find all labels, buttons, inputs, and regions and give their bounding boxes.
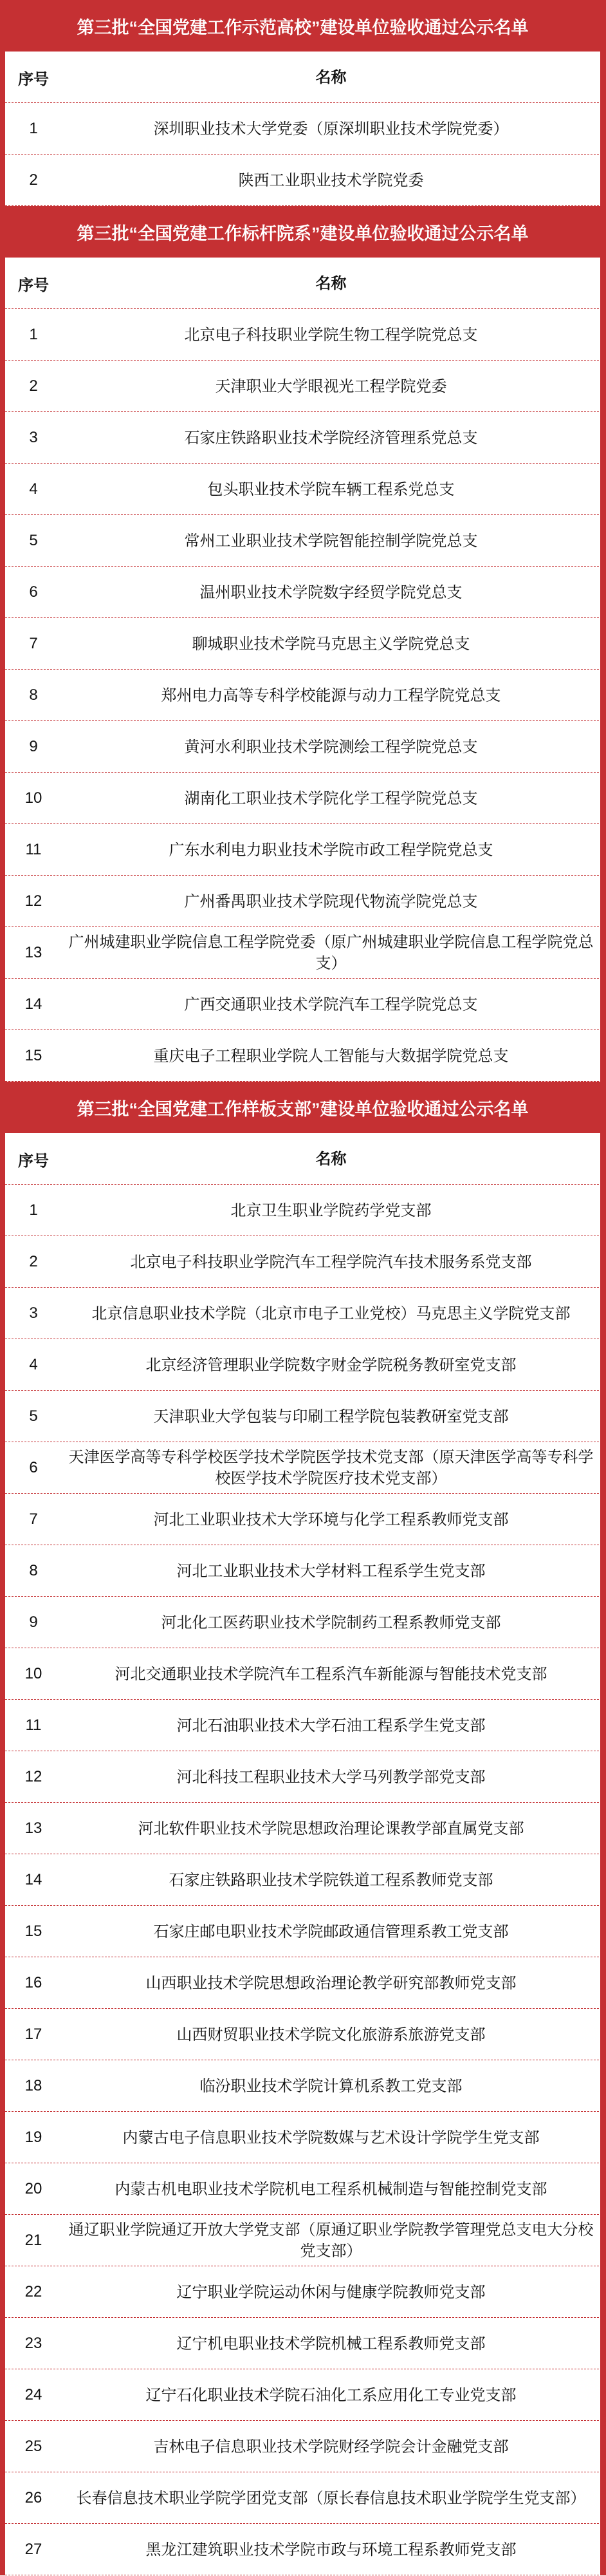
column-header-number: 序号 — [18, 1152, 49, 1170]
row-name: 黑龙江建筑职业技术学院市政与环境工程系教师党支部 — [145, 2541, 517, 2559]
section-model-universities — [5, 0, 600, 206]
table-row — [5, 1545, 600, 1597]
table-row — [5, 2369, 600, 2421]
row-number: 24 — [24, 2386, 42, 2403]
row-number: 17 — [24, 2026, 42, 2043]
table-row — [5, 2009, 600, 2060]
row-number: 4 — [29, 480, 38, 498]
row-name: 石家庄铁路职业技术学院铁道工程系教师党支部 — [169, 1871, 493, 1889]
row-name: 天津职业大学包装与印刷工程学院包装教研室党支部 — [153, 1407, 509, 1425]
row-number: 5 — [29, 1407, 38, 1425]
table-row — [5, 2215, 600, 2266]
row-name: 常州工业职业技术学院智能控制学院党总支 — [184, 532, 478, 550]
row-name: 辽宁石化职业技术学院石油化工系应用化工专业党支部 — [145, 2386, 517, 2404]
table-header-row — [5, 258, 600, 309]
table-row — [5, 1339, 600, 1391]
row-name: 河北软件职业技术学院思想政治理论课教学部直属党支部 — [138, 1819, 524, 1838]
table-row — [5, 670, 600, 721]
section-title-band — [5, 1082, 600, 1133]
table-row — [5, 1236, 600, 1288]
table-row — [5, 1700, 600, 1751]
row-number: 5 — [29, 532, 38, 549]
row-name: 广东水利电力职业技术学院市政工程学院党总支 — [169, 841, 493, 859]
row-number: 12 — [24, 892, 42, 910]
row-name: 深圳职业技术大学党委（原深圳职业技术学院党委） — [153, 120, 509, 138]
table-row — [5, 2524, 600, 2575]
row-name: 河北工业职业技术大学环境与化学工程系教师党支部 — [153, 1510, 509, 1528]
row-number: 11 — [25, 841, 42, 858]
section-benchmark-departments — [5, 206, 600, 1082]
table-row — [5, 1906, 600, 1957]
row-number: 10 — [24, 1665, 42, 1682]
row-name: 吉林电子信息职业技术学院财经学院会计金融党支部 — [153, 2438, 509, 2456]
section-title: 第三批“全国党建工作示范高校”建设单位验收通过公示名单 — [77, 17, 529, 37]
row-number: 12 — [24, 1768, 42, 1785]
row-number: 19 — [24, 2129, 42, 2146]
row-number: 6 — [29, 583, 38, 601]
table-row — [5, 1597, 600, 1648]
table-row — [5, 1648, 600, 1700]
table-row — [5, 2266, 600, 2318]
row-name: 北京经济管理职业学院数字财金学院税务教研室党支部 — [145, 1356, 517, 1374]
row-number: 11 — [25, 1716, 42, 1734]
row-name: 河北科技工程职业技术大学马列教学部党支部 — [176, 1768, 486, 1786]
row-name: 北京信息职业技术学院（北京市电子工业党校）马克思主义学院党支部 — [91, 1304, 571, 1322]
row-name: 长春信息技术职业学院学团党支部（原长春信息技术职业学院学生党支部） — [76, 2489, 586, 2507]
row-name: 聊城职业技术学院马克思主义学院党总支 — [192, 635, 470, 653]
table-row — [5, 1494, 600, 1545]
row-number: 7 — [29, 635, 38, 652]
row-number: 1 — [29, 120, 38, 137]
row-number: 27 — [24, 2541, 42, 2558]
row-name: 天津医学高等专科学校医学技术学院医学技术党支部（原天津医学高等专科学校医学技术学院医疗技术党支部） — [68, 1449, 594, 1487]
section-title-band — [5, 206, 600, 258]
row-name: 广西交通职业技术学院汽车工程学院党总支 — [184, 995, 478, 1013]
table-row — [5, 309, 600, 361]
table-row — [5, 721, 600, 773]
column-header-name: 名称 — [315, 68, 347, 86]
table-row — [5, 515, 600, 567]
row-name: 重庆电子工程职业学院人工智能与大数据学院党总支 — [153, 1047, 509, 1065]
row-number: 16 — [24, 1974, 42, 1991]
row-number: 1 — [29, 326, 38, 343]
table-row — [5, 464, 600, 515]
row-name: 山西职业技术学院思想政治理论教学研究部教师党支部 — [145, 1974, 517, 1992]
row-number: 1 — [29, 1201, 38, 1219]
table-row — [5, 1391, 600, 1442]
table-row — [5, 618, 600, 670]
row-name: 广州番禺职业技术学院现代物流学院党总支 — [184, 892, 478, 910]
table-row — [5, 1957, 600, 2009]
row-number: 3 — [29, 429, 38, 446]
row-name: 河北石油职业技术大学石油工程系学生党支部 — [176, 1716, 486, 1735]
row-number: 8 — [29, 1562, 38, 1579]
section-title: 第三批“全国党建工作样板支部”建设单位验收通过公示名单 — [77, 1099, 529, 1119]
table-row — [5, 2421, 600, 2472]
table-row — [5, 412, 600, 464]
column-header-name: 名称 — [315, 274, 347, 292]
row-number: 7 — [29, 1510, 38, 1528]
row-name: 内蒙古电子信息职业技术学院数媒与艺术设计学院学生党支部 — [122, 2129, 540, 2147]
row-number: 20 — [24, 2180, 42, 2197]
row-number: 6 — [29, 1459, 38, 1476]
table-row — [5, 2163, 600, 2215]
row-number: 13 — [24, 1819, 42, 1837]
table-row — [5, 1288, 600, 1339]
section-model-branches — [5, 1082, 600, 2575]
row-name: 北京电子科技职业学院汽车工程学院汽车技术服务系党支部 — [130, 1253, 532, 1271]
row-name: 温州职业技术学院数字经贸学院党总支 — [199, 583, 463, 601]
row-name: 广州城建职业学院信息工程学院党委（原广州城建职业学院信息工程学院党总支） — [68, 934, 594, 972]
row-number: 4 — [29, 1356, 38, 1373]
table-row — [5, 1185, 600, 1236]
table-row — [5, 979, 600, 1030]
table-row — [5, 876, 600, 927]
row-name: 包头职业技术学院车辆工程系党总支 — [207, 480, 455, 498]
table-row — [5, 1803, 600, 1854]
row-name: 北京电子科技职业学院生物工程学院党总支 — [184, 326, 478, 344]
row-name: 黄河水利职业技术学院测绘工程学院党总支 — [184, 738, 478, 756]
column-header-number: 序号 — [18, 276, 49, 294]
row-name: 内蒙古机电职业技术学院机电工程系机械制造与智能控制党支部 — [115, 2180, 547, 2198]
row-number: 3 — [29, 1304, 38, 1322]
table-row — [5, 927, 600, 979]
row-name: 河北化工医药职业技术学院制药工程系教师党支部 — [161, 1613, 501, 1631]
row-number: 15 — [24, 1923, 42, 1940]
table-row — [5, 824, 600, 876]
row-name: 湖南化工职业技术学院化学工程学院党总支 — [184, 789, 478, 807]
table-row — [5, 1854, 600, 1906]
row-number: 14 — [24, 995, 42, 1013]
row-number: 18 — [24, 2077, 42, 2094]
row-name: 辽宁机电职业技术学院机械工程系教师党支部 — [176, 2335, 486, 2353]
row-number: 8 — [29, 686, 38, 704]
row-number: 2 — [29, 377, 38, 395]
table-row — [5, 1751, 600, 1803]
table-row — [5, 1030, 600, 1082]
row-number: 2 — [29, 1253, 38, 1270]
row-name: 辽宁职业学院运动休闲与健康学院教师党支部 — [176, 2283, 486, 2301]
row-name: 河北交通职业技术学院汽车工程系汽车新能源与智能技术党支部 — [115, 1665, 547, 1683]
row-name: 石家庄邮电职业技术学院邮政通信管理系教工党支部 — [153, 1923, 509, 1941]
section-title: 第三批“全国党建工作标杆院系”建设单位验收通过公示名单 — [77, 223, 529, 243]
column-header-name: 名称 — [315, 1150, 347, 1168]
column-header-number: 序号 — [18, 70, 49, 88]
row-name: 通辽职业学院通辽开放大学党支部（原通辽职业学院教学管理党总支电大分校党支部） — [68, 2221, 594, 2260]
row-name: 河北工业职业技术大学材料工程系学生党支部 — [176, 1562, 486, 1580]
row-number: 22 — [24, 2283, 42, 2300]
table-row — [5, 361, 600, 412]
row-number: 23 — [24, 2335, 42, 2352]
row-name: 陕西工业职业技术学院党委 — [238, 171, 424, 189]
row-name: 山西财贸职业技术学院文化旅游系旅游党支部 — [176, 2026, 486, 2044]
table-row — [5, 2112, 600, 2163]
row-name: 天津职业大学眼视光工程学院党委 — [215, 377, 447, 395]
table-row — [5, 2060, 600, 2112]
row-number: 14 — [24, 1871, 42, 1888]
row-number: 15 — [24, 1047, 42, 1064]
row-number: 13 — [24, 944, 42, 961]
table-row — [5, 103, 600, 155]
table-row — [5, 567, 600, 618]
table-row — [5, 773, 600, 824]
row-number: 21 — [24, 2232, 42, 2249]
table-row — [5, 2318, 600, 2369]
row-number: 26 — [24, 2489, 42, 2506]
row-number: 9 — [29, 738, 38, 755]
table-row — [5, 2472, 600, 2524]
row-name: 石家庄铁路职业技术学院经济管理系党总支 — [184, 429, 478, 447]
row-name: 郑州电力高等专科学校能源与动力工程学院党总支 — [161, 686, 501, 704]
row-number: 9 — [29, 1613, 38, 1631]
table-row — [5, 155, 600, 206]
row-name: 北京卫生职业学院药学党支部 — [230, 1201, 432, 1219]
table-header-row — [5, 1133, 600, 1185]
section-title-band — [5, 0, 600, 52]
row-number: 10 — [24, 789, 42, 807]
table-row — [5, 1442, 600, 1494]
table-header-row — [5, 52, 600, 103]
row-name: 临汾职业技术学院计算机系教工党支部 — [199, 2077, 463, 2095]
row-number: 25 — [24, 2438, 42, 2455]
row-number: 2 — [29, 171, 38, 189]
